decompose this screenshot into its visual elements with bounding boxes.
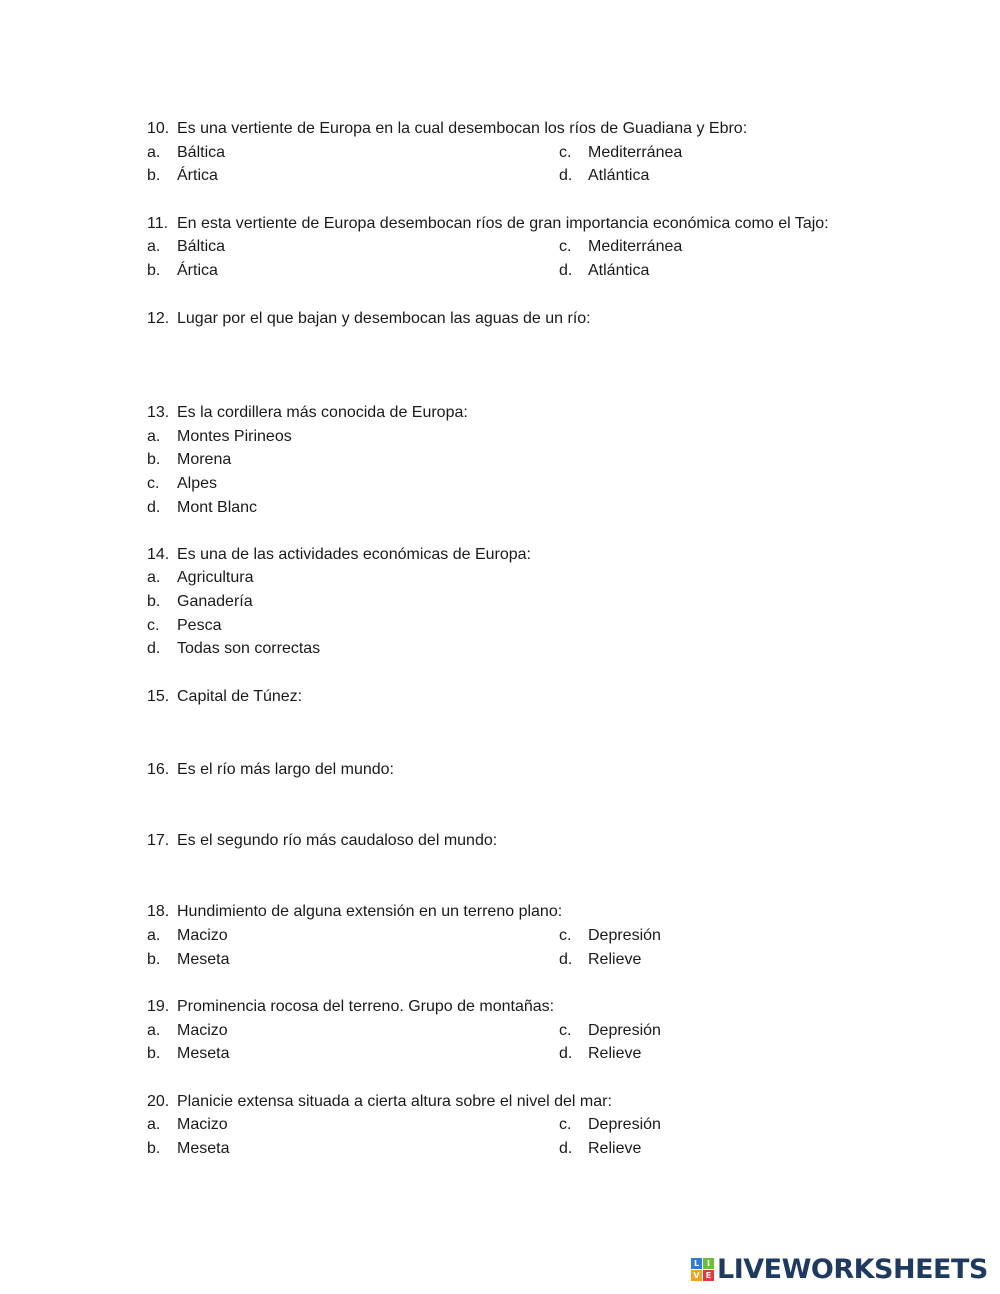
- option-letter: c.: [559, 144, 572, 161]
- option-text[interactable]: Báltica: [177, 238, 226, 255]
- option-text[interactable]: Báltica: [177, 144, 226, 161]
- option-letter: b.: [147, 167, 161, 184]
- question-text: En esta vertiente de Europa desembocan ríos de gran importancia económica como el Tajo:: [177, 215, 829, 232]
- logo-tile: E: [703, 1270, 714, 1281]
- question-text: Capital de Túnez:: [177, 688, 303, 705]
- option-letter: b.: [147, 593, 161, 610]
- option-letter: d.: [559, 167, 573, 184]
- option-text[interactable]: Depresión: [588, 1116, 661, 1133]
- option-text[interactable]: Pesca: [177, 617, 222, 634]
- option-letter: d.: [559, 1045, 573, 1062]
- question-text: Es el segundo río más caudaloso del mundo:: [177, 832, 498, 849]
- question-number: 17.: [147, 832, 170, 849]
- option-text[interactable]: Todas son correctas: [177, 640, 321, 657]
- logo-tile: V: [691, 1270, 702, 1281]
- question-text: Hundimiento de alguna extensión en un terreno plano:: [177, 903, 563, 920]
- option-letter: a.: [147, 927, 161, 944]
- option-letter: a.: [147, 1116, 161, 1133]
- option-letter: b.: [147, 1140, 161, 1157]
- question-text: Es la cordillera más conocida de Europa:: [177, 404, 468, 421]
- option-text[interactable]: Meseta: [177, 951, 230, 968]
- question-number: 10.: [147, 120, 170, 137]
- question-text: Es una vertiente de Europa en la cual desembocan los ríos de Guadiana y Ebro:: [177, 120, 748, 137]
- question-text: Planicie extensa situada a cierta altura sobre el nivel del mar:: [177, 1093, 612, 1110]
- question-number: 14.: [147, 546, 170, 563]
- option-text[interactable]: Macizo: [177, 927, 228, 944]
- option-letter: d.: [147, 499, 161, 516]
- question-number: 11.: [147, 215, 169, 232]
- option-letter: b.: [147, 262, 161, 279]
- option-letter: d.: [559, 262, 573, 279]
- option-text[interactable]: Relieve: [588, 951, 642, 968]
- option-letter: b.: [147, 451, 161, 468]
- option-letter: a.: [147, 428, 161, 445]
- option-letter: c.: [559, 1022, 572, 1039]
- option-letter: c.: [147, 617, 160, 634]
- option-text[interactable]: Depresión: [588, 927, 661, 944]
- liveworksheets-logo: [691, 1252, 988, 1286]
- option-text[interactable]: Ártica: [177, 167, 218, 184]
- question-text: Prominencia rocosa del terreno. Grupo de montañas:: [177, 998, 555, 1015]
- question-number: 20.: [147, 1093, 170, 1110]
- option-letter: d.: [559, 1140, 573, 1157]
- logo-text: LIVEWORKSHEETS: [717, 1253, 988, 1285]
- option-letter: b.: [147, 1045, 161, 1062]
- option-text[interactable]: Alpes: [177, 475, 218, 492]
- option-text[interactable]: Ártica: [177, 262, 218, 279]
- option-letter: c.: [147, 475, 160, 492]
- option-text[interactable]: Ganadería: [177, 593, 253, 610]
- option-letter: d.: [559, 951, 573, 968]
- logo-tile: I: [703, 1258, 714, 1269]
- option-text[interactable]: Meseta: [177, 1140, 230, 1157]
- question-number: 18.: [147, 903, 170, 920]
- question-number: 13.: [147, 404, 170, 421]
- option-letter: c.: [559, 238, 572, 255]
- option-text[interactable]: Agricultura: [177, 569, 254, 586]
- logo-icon: [691, 1258, 714, 1281]
- question-text: Es una de las actividades económicas de Europa:: [177, 546, 531, 563]
- question-text: Lugar por el que bajan y desembocan las aguas de un río:: [177, 310, 591, 327]
- option-text[interactable]: Mediterránea: [588, 144, 683, 161]
- option-letter: b.: [147, 951, 161, 968]
- option-text[interactable]: Relieve: [588, 1140, 642, 1157]
- option-letter: a.: [147, 144, 161, 161]
- option-letter: d.: [147, 640, 161, 657]
- option-text[interactable]: Meseta: [177, 1045, 230, 1062]
- option-text[interactable]: Depresión: [588, 1022, 661, 1039]
- option-letter: c.: [559, 927, 572, 944]
- option-text[interactable]: Atlántica: [588, 167, 650, 184]
- option-text[interactable]: Mont Blanc: [177, 499, 258, 516]
- option-text[interactable]: Morena: [177, 451, 232, 468]
- option-text[interactable]: Atlántica: [588, 262, 650, 279]
- question-number: 12.: [147, 310, 170, 327]
- question-text: Es el río más largo del mundo:: [177, 761, 394, 778]
- option-letter: a.: [147, 569, 161, 586]
- option-text[interactable]: Relieve: [588, 1045, 642, 1062]
- option-text[interactable]: Macizo: [177, 1022, 228, 1039]
- option-text[interactable]: Montes Pirineos: [177, 428, 292, 445]
- logo-tile: L: [691, 1258, 702, 1269]
- question-number: 16.: [147, 761, 170, 778]
- option-letter: c.: [559, 1116, 572, 1133]
- option-text[interactable]: Mediterránea: [588, 238, 683, 255]
- option-letter: a.: [147, 1022, 161, 1039]
- option-letter: a.: [147, 238, 161, 255]
- question-number: 15.: [147, 688, 170, 705]
- question-number: 19.: [147, 998, 170, 1015]
- option-text[interactable]: Macizo: [177, 1116, 228, 1133]
